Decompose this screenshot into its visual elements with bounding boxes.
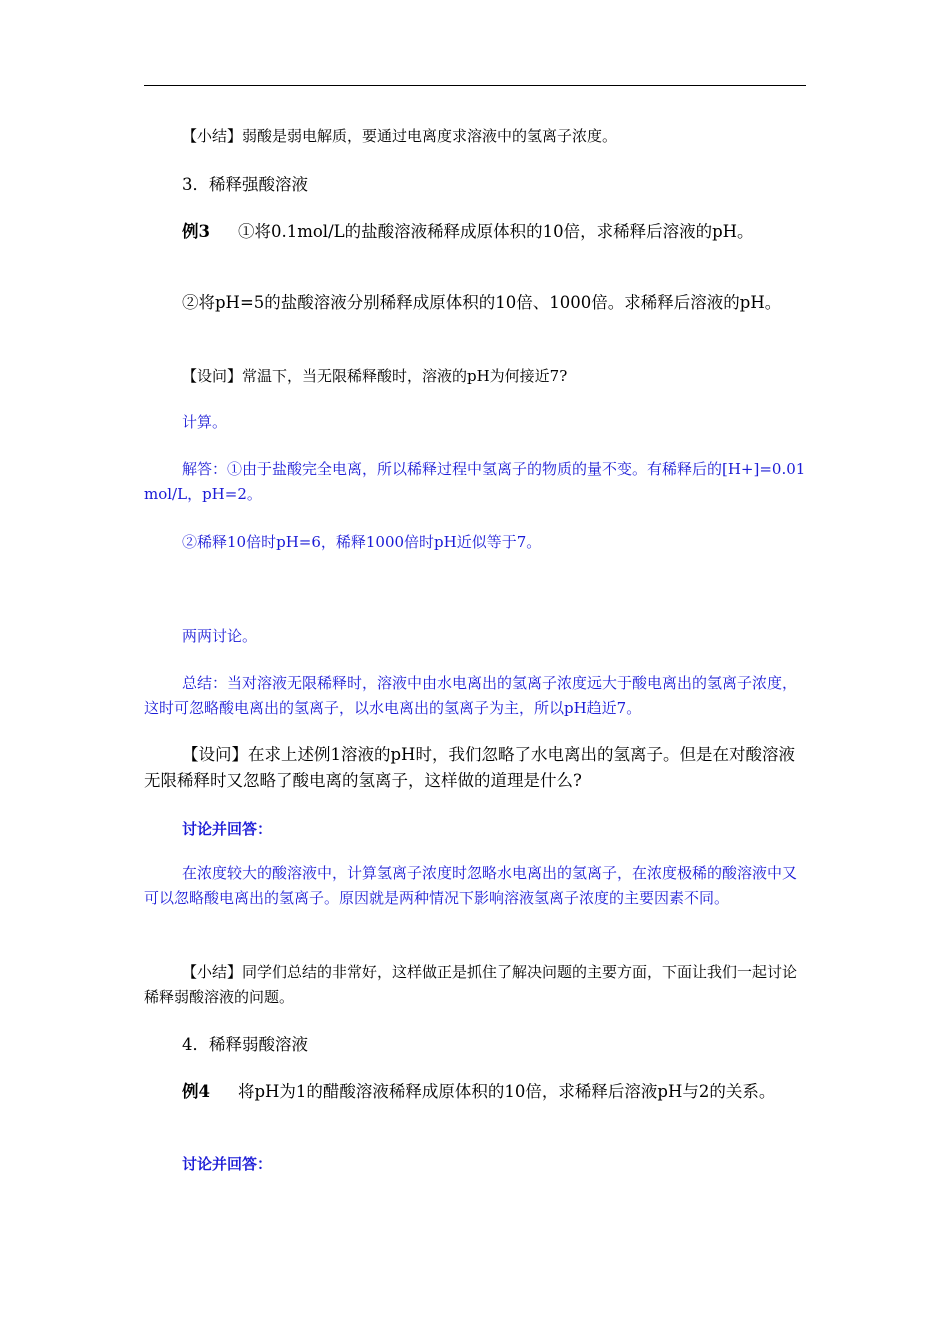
header-rule — [144, 85, 806, 86]
calc-note: 计算。 — [182, 413, 228, 431]
pair-discussion: 两两讨论。 — [182, 627, 258, 645]
section-3-title: 3．稀释强酸溶液 — [182, 175, 308, 194]
example-4: 例4 将pH为1的醋酸溶液稀释成原体积的10倍，求稀释后溶液pH与2的关系。 — [182, 1082, 776, 1101]
example-3-part-2: ②将pH=5的盐酸溶液分别稀释成原体积的10倍、1000倍。求稀释后溶液的pH。 — [182, 293, 782, 312]
summary-2: 【小结】同学们总结的非常好，这样做正是抓住了解决问题的主要方面，下面让我们一起讨论稀释弱酸溶液的问题。 — [144, 963, 798, 1006]
example-3: 例3 ①将0.1mol/L的盐酸溶液稀释成原体积的10倍，求稀释后溶液的pH。 — [182, 222, 754, 241]
discuss-answer-label-2: 讨论并回答： — [182, 1155, 273, 1173]
question-1: 【设问】常温下，当无限稀释酸时，溶液的pH为何接近7? — [182, 367, 568, 385]
summary-dilution: 总结：当对溶液无限稀释时，溶液中由水电离出的氢离子浓度远大于酸电离出的氢离子浓度，这时可忽略酸电离出的氢离子，以水电离出的氢离子为主，所以pH趋近7。 — [144, 674, 798, 717]
section-4-title: 4．稀释弱酸溶液 — [182, 1035, 308, 1054]
answer-2: ②稀释10倍时pH=6，稀释1000倍时pH近似等于7。 — [182, 533, 542, 551]
reason-text: 在浓度较大的酸溶液中，计算氢离子浓度时忽略水电离出的氢离子，在浓度极稀的酸溶液中又可以忽略酸电离出的氢离子。原因就是两种情况下影响溶液氢离子浓度的主要因素不同。 — [144, 864, 798, 907]
question-2: 【设问】在求上述例1溶液的pH时，我们忽略了水电离出的氢离子。但是在对酸溶液无限稀释时又忽略了酸电离的氢离子，这样做的道理是什么? — [144, 745, 795, 790]
summary-weak-acid: 【小结】弱酸是弱电解质，要通过电离度求溶液中的氢离子浓度。 — [182, 127, 618, 145]
answer-1: 解答：①由于盐酸完全电离，所以稀释过程中氢离子的物质的量不变。有稀释后的[H+]=0.01 mol/L，pH=2。 — [144, 460, 806, 503]
discuss-answer-label: 讨论并回答： — [182, 820, 273, 838]
